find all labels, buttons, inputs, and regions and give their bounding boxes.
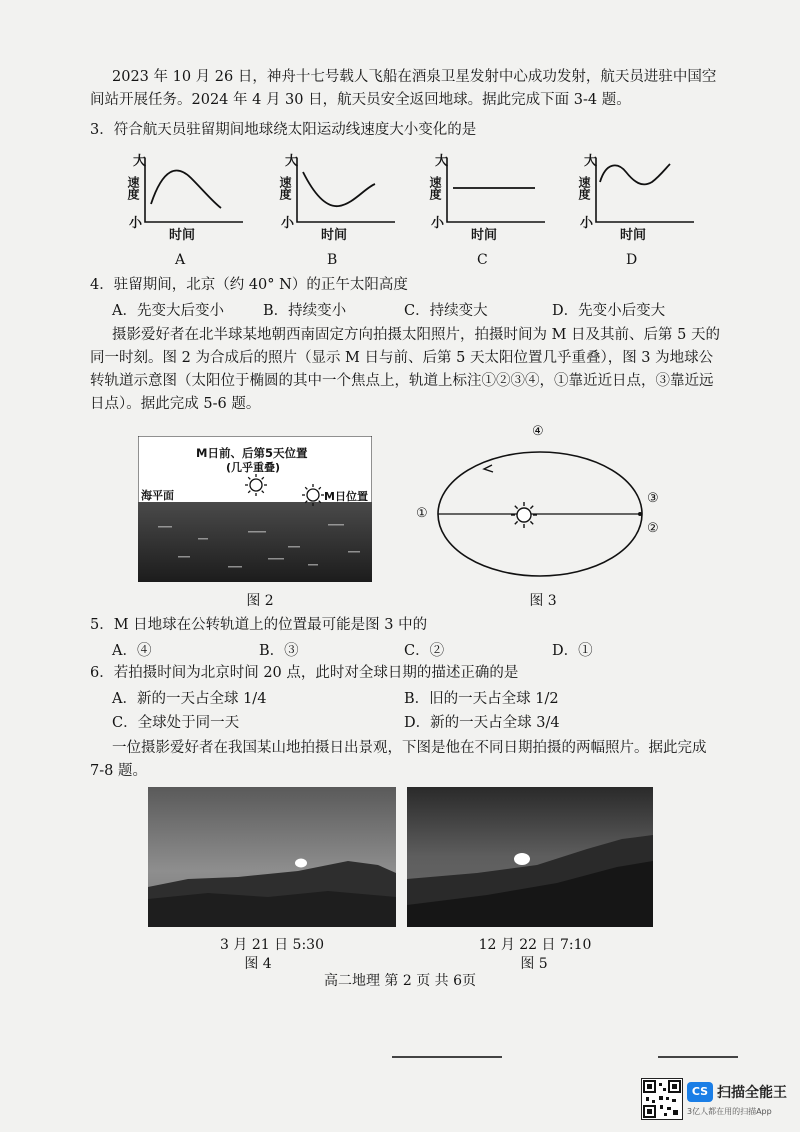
- q3-chart-max-label: 大: [584, 154, 598, 169]
- figure-5-caption: 图 5: [520, 956, 548, 972]
- qr-code: [641, 1078, 683, 1120]
- q3-chart-x-label: 时间: [321, 228, 348, 243]
- q3-chart-min-label: 小: [580, 216, 594, 231]
- rising-sun-fig5: [514, 853, 530, 865]
- figure-5-graphic: [407, 787, 653, 927]
- rising-sun-fig4: [295, 859, 307, 868]
- divider: [658, 1056, 738, 1058]
- camscanner-logo: CS: [687, 1082, 713, 1102]
- figure-4-graphic: [148, 787, 396, 927]
- fig2-label-m: M日位置: [324, 490, 368, 503]
- fig2-label-sea: 海平面: [141, 489, 174, 502]
- camscanner-title: 扫描全能王: [717, 1085, 787, 1101]
- q4-option-a: A．先变大后变小: [112, 303, 224, 319]
- q3-chart-axes: [594, 158, 704, 228]
- q3-chart-min-label: 小: [281, 216, 295, 231]
- q3-chart-y-label: 速度: [126, 176, 140, 200]
- q3-chart-x-label: 时间: [620, 228, 647, 243]
- figure-5-stamp: 12 月 22 日 7:10: [478, 937, 592, 953]
- q3-chart-speed-curve: [303, 172, 375, 206]
- q3-chart-option-letter: D: [626, 252, 638, 268]
- q3-chart-axis-lines: [145, 158, 243, 222]
- figure-3-caption: 图 3: [529, 593, 557, 609]
- q5-option-b: B．③: [259, 643, 299, 659]
- q3-chart-max-label: 大: [435, 154, 449, 169]
- orbit-point-3: ③: [647, 491, 659, 506]
- q4-option-c: C．持续变大: [404, 303, 488, 319]
- q5-option-a: A．④: [112, 643, 152, 659]
- q4-stem: 4．驻留期间，北京（约 40° N）的正午太阳高度: [90, 277, 408, 293]
- camscanner-subtitle: 3亿人都在用的扫描App: [687, 1107, 772, 1116]
- q4-option-b: B．持续变小: [263, 303, 347, 319]
- q3-chart-axis-lines: [447, 158, 545, 222]
- q3-chart-speed-curve: [151, 171, 221, 208]
- figure-4-caption: 图 4: [244, 956, 272, 972]
- q3-chart-axis-lines: [297, 158, 395, 222]
- q3-chart-axes: [143, 158, 253, 228]
- q3-chart-max-label: 大: [285, 154, 299, 169]
- intro-34-line1: 2023 年 10 月 26 日，神舟十七号载人飞船在酒泉卫星发射中心成功发射，航天员进驻中国空: [112, 69, 717, 85]
- q6-option-d: D．新的一天占全球 3/4: [404, 715, 560, 731]
- orbit-point-4: ④: [532, 424, 544, 439]
- q3-chart-a: [123, 156, 233, 266]
- q3-chart-option-letter: A: [175, 252, 186, 268]
- q3-stem: 3．符合航天员驻留期间地球绕太阳运动线速度大小变化的是: [90, 122, 477, 138]
- orbit-point-2: ②: [647, 521, 659, 536]
- orbit-point-1: ①: [416, 506, 428, 521]
- figure-5-photo: [407, 787, 653, 927]
- q3-chart-x-label: 时间: [169, 228, 196, 243]
- q6-option-c: C．全球处于同一天: [112, 715, 240, 731]
- intro-78-line1: 一位摄影爱好者在我国某山地拍摄日出景观，下图是他在不同日期拍摄的两幅照片。据此完成: [112, 740, 707, 756]
- q3-chart-speed-curve: [600, 164, 670, 184]
- divider: [392, 1056, 502, 1058]
- q3-chart-min-label: 小: [431, 216, 445, 231]
- q3-chart-y-label: 速度: [428, 176, 442, 200]
- figure-4-stamp: 3 月 21 日 5:30: [220, 937, 324, 953]
- sun-icon: [511, 502, 537, 528]
- qr-code-graphic: [642, 1079, 682, 1119]
- q6-stem: 6．若拍摄时间为北京时间 20 点，此时对全球日期的描述正确的是: [90, 665, 519, 681]
- intro-34-line2: 间站开展任务。2024 年 4 月 30 日，航天员安全返回地球。据此完成下面 3-4 题。: [90, 92, 631, 108]
- q3-chart-option-letter: B: [327, 252, 338, 268]
- q5-option-d: D．①: [552, 643, 593, 659]
- fig2-label-overlap: (几乎重叠): [226, 461, 281, 474]
- q3-chart-y-label: 速度: [278, 176, 292, 200]
- q3-chart-option-letter: C: [477, 252, 488, 268]
- q6-option-b: B．旧的一天占全球 1/2: [404, 691, 559, 707]
- figure-2-caption: 图 2: [246, 593, 274, 609]
- figure-3-orbit: [414, 422, 664, 582]
- q3-chart-max-label: 大: [133, 154, 147, 169]
- q3-chart-axis-lines: [596, 158, 694, 222]
- q3-chart-x-label: 时间: [471, 228, 498, 243]
- q3-chart-min-label: 小: [129, 216, 143, 231]
- q3-chart-c: [425, 156, 535, 266]
- fig2-label-before-after: M日前、后第5天位置: [196, 446, 308, 460]
- intro-56-text: 摄影爱好者在北半球某地朝西南固定方向拍摄太阳照片，拍摄时间为 M 日及其前、后第 5 天的同一时刻。图 2 为合成后的照片（显示 M 日与前、后第 5 天太阳位置几乎重叠），图 3 为地球公转轨道示意图（太阳位于椭圆的其中一个焦点上，轨道上标注①②③④，①靠近近日点，③靠近远日点）。据此完成 5-6 题。: [90, 327, 721, 412]
- q4-option-d: D．先变小后变大: [552, 303, 666, 319]
- q5-stem: 5．M 日地球在公转轨道上的位置最可能是图 3 中的: [90, 617, 428, 633]
- figure-4-photo: [148, 787, 396, 927]
- q3-chart-d: [574, 156, 684, 266]
- q3-chart-axes: [295, 158, 405, 228]
- q3-chart-y-label: 速度: [577, 176, 591, 200]
- orbit-direction-arrow-icon: [484, 465, 493, 472]
- intro-78-line2: 7-8 题。: [90, 763, 147, 779]
- q6-option-a: A．新的一天占全球 1/4: [112, 691, 267, 707]
- orbit-diagram: [414, 422, 664, 582]
- figure-2-photo: [138, 436, 372, 582]
- q3-chart-b: [275, 156, 385, 266]
- q3-chart-axes: [445, 158, 555, 228]
- q5-option-c: C．②: [404, 643, 445, 659]
- page-footer: 高二地理 第 2 页 共 6页: [323, 973, 477, 989]
